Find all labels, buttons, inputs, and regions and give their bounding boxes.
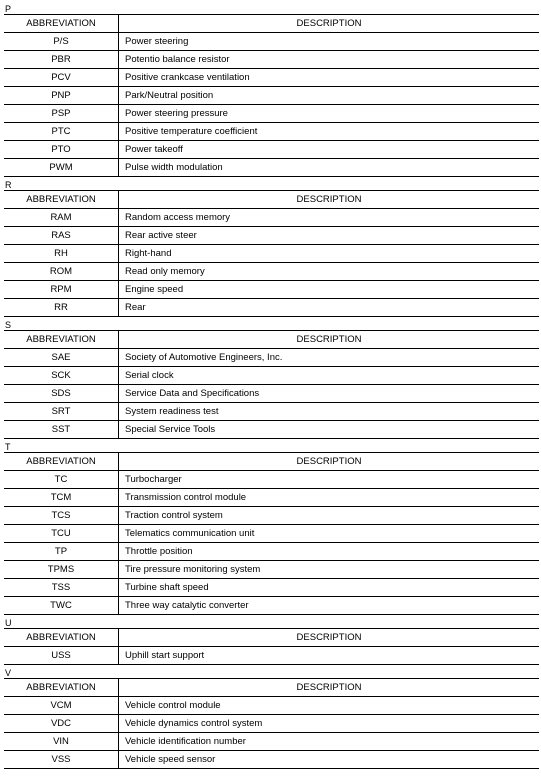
column-header-abbreviation: ABBREVIATION	[4, 331, 119, 349]
description-cell: Serial clock	[119, 367, 540, 385]
table-row	[4, 697, 539, 715]
description-cell: Service Data and Specifications	[119, 385, 540, 403]
column-header-abbreviation: ABBREVIATION	[4, 679, 119, 697]
section-letter: S	[5, 320, 12, 330]
description-cell: Engine speed	[119, 281, 540, 299]
description-cell: Vehicle identification number	[119, 733, 540, 751]
abbreviation-table	[4, 14, 539, 177]
abbreviation-cell: VSS	[4, 751, 119, 769]
table-row	[4, 367, 539, 385]
table-row	[4, 33, 539, 51]
abbreviation-table	[4, 190, 539, 317]
abbreviation-cell: ROM	[4, 263, 119, 281]
description-cell: Throttle position	[119, 543, 540, 561]
abbreviation-document	[4, 4, 539, 769]
description-cell: Potentio balance resistor	[119, 51, 540, 69]
abbreviation-cell: TC	[4, 471, 119, 489]
abbreviation-table	[4, 678, 539, 769]
table-header-row	[4, 191, 539, 209]
description-cell: Society of Automotive Engineers, Inc.	[119, 349, 540, 367]
abbreviation-cell: TCU	[4, 525, 119, 543]
description-cell: Positive temperature coefficient	[119, 123, 540, 141]
abbreviation-cell: PBR	[4, 51, 119, 69]
description-cell: Traction control system	[119, 507, 540, 525]
description-cell: Turbine shaft speed	[119, 579, 540, 597]
table-row	[4, 471, 539, 489]
abbreviation-cell: PSP	[4, 105, 119, 123]
table-row	[4, 51, 539, 69]
column-header-abbreviation: ABBREVIATION	[4, 191, 119, 209]
abbreviation-cell: RAS	[4, 227, 119, 245]
description-cell: Telematics communication unit	[119, 525, 540, 543]
abbreviation-cell: SRT	[4, 403, 119, 421]
abbreviation-cell: TPMS	[4, 561, 119, 579]
abbreviation-cell: TSS	[4, 579, 119, 597]
column-header-description: DESCRIPTION	[119, 629, 540, 647]
table-row	[4, 349, 539, 367]
description-cell: Random access memory	[119, 209, 540, 227]
abbreviation-cell: SDS	[4, 385, 119, 403]
table-row	[4, 209, 539, 227]
description-cell: Turbocharger	[119, 471, 540, 489]
table-row	[4, 579, 539, 597]
abbreviation-table	[4, 330, 539, 439]
abbreviation-cell: SCK	[4, 367, 119, 385]
abbreviation-cell: PTO	[4, 141, 119, 159]
description-cell: Read only memory	[119, 263, 540, 281]
section-letter: P	[5, 4, 12, 14]
column-header-description: DESCRIPTION	[119, 453, 540, 471]
abbreviation-cell: TP	[4, 543, 119, 561]
table-row	[4, 543, 539, 561]
column-header-abbreviation: ABBREVIATION	[4, 453, 119, 471]
description-cell: Tire pressure monitoring system	[119, 561, 540, 579]
description-cell: Rear active steer	[119, 227, 540, 245]
table-row	[4, 751, 539, 769]
table-row	[4, 647, 539, 665]
description-cell: Pulse width modulation	[125, 162, 223, 173]
description-cell: System readiness test	[119, 403, 540, 421]
abbreviation-cell: PWM	[4, 159, 119, 177]
column-header-description: DESCRIPTION	[119, 679, 540, 697]
table-row	[4, 385, 539, 403]
table-row	[4, 245, 539, 263]
abbreviation-cell: SAE	[4, 349, 119, 367]
description-cell: Uphill start support	[125, 650, 205, 661]
section-letter: R	[5, 180, 12, 190]
section-letter: T	[5, 442, 11, 452]
table-row	[4, 123, 539, 141]
abbreviation-cell: TCM	[4, 489, 119, 507]
table-row	[4, 263, 539, 281]
description-cell: Transmission control module	[119, 489, 540, 507]
table-header-row	[4, 679, 539, 697]
description-cell: Park/Neutral position	[119, 87, 540, 105]
table-header-row	[4, 15, 539, 33]
abbreviation-cell: RH	[4, 245, 119, 263]
abbreviation-cell: RR	[4, 299, 119, 317]
table-row	[4, 715, 539, 733]
description-cell: Power steering pressure	[119, 105, 540, 123]
table-row	[4, 159, 539, 177]
table-row	[4, 525, 539, 543]
column-header-abbreviation: ABBREVIATION	[4, 629, 119, 647]
table-row	[4, 489, 539, 507]
abbreviation-cell: SST	[4, 421, 119, 439]
abbreviation-cell: P/S	[4, 33, 119, 51]
description-cell: Right-hand	[119, 245, 540, 263]
table-header-row	[4, 629, 539, 647]
description-cell: Three way catalytic converter	[125, 600, 249, 611]
abbreviation-cell: PNP	[4, 87, 119, 105]
table-row	[4, 561, 539, 579]
table-row	[4, 299, 539, 317]
column-header-abbreviation: ABBREVIATION	[4, 15, 119, 33]
table-row	[4, 141, 539, 159]
description-cell: Power steering	[119, 33, 540, 51]
description-cell: Vehicle control module	[119, 697, 540, 715]
abbreviation-table	[4, 452, 539, 615]
column-header-description: DESCRIPTION	[119, 331, 540, 349]
abbreviation-cell: VCM	[4, 697, 119, 715]
section-letter: U	[5, 618, 12, 628]
abbreviation-cell: PTC	[4, 123, 119, 141]
description-cell: Vehicle dynamics control system	[119, 715, 540, 733]
abbreviation-table	[4, 628, 539, 665]
table-row	[4, 733, 539, 751]
table-row	[4, 403, 539, 421]
abbreviation-cell: PCV	[4, 69, 119, 87]
description-cell: Vehicle speed sensor	[125, 754, 216, 765]
abbreviation-cell: VDC	[4, 715, 119, 733]
abbreviation-cell: RAM	[4, 209, 119, 227]
column-header-description: DESCRIPTION	[119, 15, 540, 33]
table-header-row	[4, 453, 539, 471]
table-row	[4, 105, 539, 123]
table-row	[4, 421, 539, 439]
table-row	[4, 87, 539, 105]
table-row	[4, 597, 539, 615]
description-cell: Rear	[125, 302, 146, 313]
column-header-description: DESCRIPTION	[119, 191, 540, 209]
section-letter: V	[5, 668, 12, 678]
table-header-row	[4, 331, 539, 349]
abbreviation-cell: RPM	[4, 281, 119, 299]
abbreviation-cell: TCS	[4, 507, 119, 525]
table-row	[4, 227, 539, 245]
table-row	[4, 281, 539, 299]
abbreviation-cell: VIN	[4, 733, 119, 751]
description-cell: Power takeoff	[119, 141, 540, 159]
table-row	[4, 69, 539, 87]
description-cell: Positive crankcase ventilation	[119, 69, 540, 87]
abbreviation-cell: TWC	[4, 597, 119, 615]
description-cell: Special Service Tools	[125, 424, 216, 435]
abbreviation-cell: USS	[4, 647, 119, 665]
table-row	[4, 507, 539, 525]
